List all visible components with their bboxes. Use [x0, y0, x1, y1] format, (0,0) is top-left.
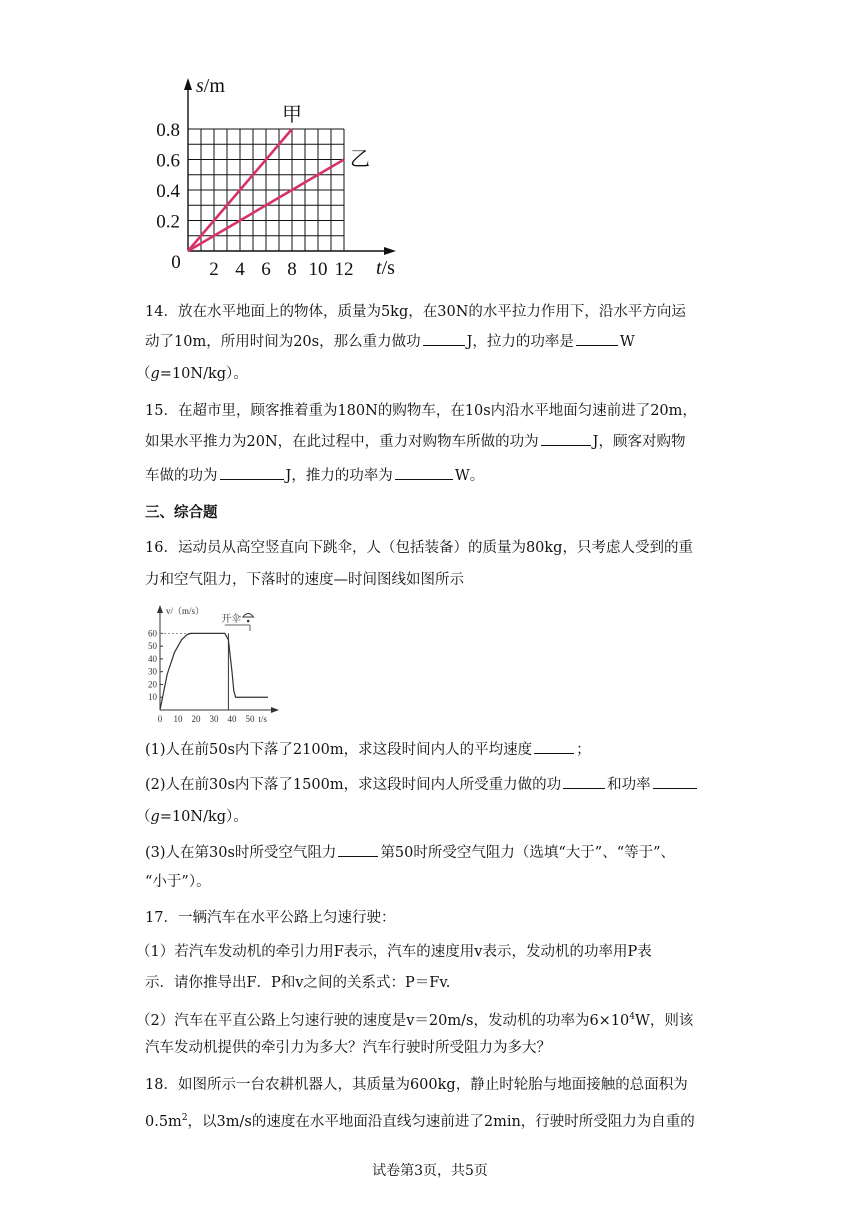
q14-text-c: W — [619, 334, 635, 350]
q16-blank-3[interactable] — [653, 774, 697, 789]
vt-x-tick-label: 10 — [173, 714, 183, 724]
x-tick-label: 2 — [209, 259, 219, 280]
q14-blank-1[interactable] — [423, 331, 465, 346]
vt-curve-line — [160, 633, 268, 710]
x-tick-label: 12 — [334, 259, 354, 280]
origin-label: 0 — [171, 252, 181, 273]
x-axis-variable: t — [376, 257, 382, 279]
vt-curve — [160, 633, 268, 710]
parachute-jumper-icon — [247, 620, 250, 623]
q16-part1-text: (1)人在前50s内下落了2100m，求这段时间内人的平均速度 — [145, 742, 533, 758]
q17-line4-text-a: （2）汽车在平直公路上匀速行驶的速度是v＝20m/s，发动机的功率为6×10 — [136, 1012, 630, 1029]
q15-line2 — [145, 431, 685, 452]
q14-line1: 14．放在水平地面上的物体，质量为5kg，在30N的水平拉力作用下，沿水平方向运 — [145, 304, 686, 320]
vt-y-axis-title: v/（m/s） — [166, 606, 205, 616]
x-tick-label: 6 — [261, 259, 271, 280]
q15-text-e: W。 — [454, 468, 485, 484]
x-tick-label: 4 — [235, 259, 245, 280]
q15-blank-2[interactable] — [220, 465, 284, 480]
q14-line2 — [145, 331, 635, 352]
y-tick-label: 0.2 — [156, 211, 180, 233]
q15-line1: 15．在超市里，顾客推着重为180N的购物车，在10s内沿水平地面匀速前进了20m， — [145, 403, 697, 419]
q18-exponent: 2 — [181, 1113, 188, 1123]
x-axis-unit: /s — [381, 257, 395, 279]
vt-graph — [140, 600, 290, 728]
q15-text-a: 如果水平推力为20N，在此过程中，重力对购物车所做的功为 — [145, 434, 539, 450]
page-footer: 试卷第3页，共5页 — [372, 1163, 488, 1179]
q14-text-b: J，拉力的功率是 — [466, 334, 574, 350]
q17-line4-text-b: W，则该 — [635, 1012, 694, 1029]
q16-part2-text-a: (2)人在前30s内下落了1500m，求这段时间内人所受重力做的功 — [145, 777, 562, 793]
series-label-yi: 乙 — [350, 148, 370, 171]
q15-line3 — [145, 465, 484, 486]
q17-line2: （1）若汽车发动机的牵引力用F表示，汽车的速度用v表示，发动机的功率用P表 — [136, 944, 652, 960]
vt-x-tick-label: 20 — [191, 714, 201, 724]
q16-part3-text-b: 第50时所受空气阻力（选填“大于”、“等于”、 — [380, 845, 676, 861]
st-grid — [188, 129, 344, 251]
q14-text-a: 动了10m，所用时间为20s，那么重力做功 — [145, 334, 421, 350]
y-tick-label: 0.6 — [156, 150, 180, 172]
y-tick-label: 0.4 — [156, 181, 180, 202]
q18-line2-text-b: ，以3m/s的速度在水平地面沿直线匀速前进了2min，行驶时所受阻力为自重的 — [187, 1113, 695, 1130]
vt-x-tick-label: 40 — [227, 714, 237, 724]
vt-y-tick-label: 20 — [148, 679, 157, 690]
y-axis-title — [196, 75, 225, 97]
x-tick-label: 8 — [287, 259, 297, 280]
q16-blank-2[interactable] — [563, 774, 605, 789]
q16-part3 — [145, 842, 675, 863]
vt-x-axis-title: t/s — [258, 714, 267, 724]
y-axis-unit: /m — [203, 75, 225, 97]
q15-blank-1[interactable] — [541, 431, 591, 446]
q18-line1: 18．如图所示一台农耕机器人，其质量为600kg，静止时轮胎与地面接触的总面积为 — [145, 1077, 688, 1093]
q16-part2-text-b: 和功率 — [607, 777, 651, 793]
x-axis-arrow — [384, 247, 396, 255]
q15-blank-3[interactable] — [395, 465, 453, 480]
x-axis-title — [376, 257, 395, 279]
q15-text-d: J，推力的功率为 — [285, 468, 393, 484]
q16-line1: 16．运动员从高空竖直向下跳伞，人（包括装备）的质量为80kg，只考虑人受到的重 — [145, 540, 693, 556]
vt-x-axis-arrow — [271, 707, 279, 713]
vt-y-tick-label: 30 — [148, 666, 157, 677]
vt-y-axis-arrow — [157, 605, 163, 613]
x-tick-label: 10 — [308, 259, 328, 280]
vt-x-tick-label: 30 — [209, 714, 219, 724]
q15-text-b: J，顾客对购物 — [592, 434, 686, 450]
vt-x-tick-label: 0 — [157, 714, 163, 724]
q14-blank-2[interactable] — [576, 331, 618, 346]
y-tick-label: 0.8 — [156, 120, 180, 141]
q16-line2: 力和空气阻力，下落时的速度—时间图线如图所示 — [145, 572, 464, 588]
q16-part1-end: ； — [576, 742, 591, 758]
y-axis-arrow — [184, 78, 192, 90]
q18-line2 — [145, 1108, 695, 1132]
parachute-icon — [243, 614, 254, 618]
section-heading: 三、综合题 — [145, 504, 218, 521]
vt-annotation-label: 开伞 — [221, 614, 242, 625]
q16-part2 — [145, 774, 699, 795]
q15-text-c: 车做的功为 — [145, 468, 218, 484]
q17-line4 — [136, 1007, 693, 1031]
q18-line2-text-a: 0.5m — [145, 1113, 182, 1130]
q16-part3-text-a: (3)人在第30s时所受空气阻力 — [145, 845, 337, 861]
q17-line3: 示．请你推导出F．P和v之间的关系式：P＝Fv. — [145, 975, 451, 991]
vt-x-tick-label: 50 — [245, 714, 255, 724]
vt-y-tick-label: 50 — [148, 641, 157, 652]
series-label-jia: 甲 — [282, 104, 302, 126]
q17-line5: 汽车发动机提供的牵引力为多大？汽车行驶时所受阻力为多大？ — [145, 1040, 551, 1056]
q17-line1: 17．一辆汽车在水平公路上匀速行驶： — [145, 910, 396, 926]
q16-part2-line2: （g=10N/kg）。 — [136, 809, 248, 825]
y-axis-variable: s — [196, 75, 204, 97]
vt-y-tick-label: 10 — [148, 692, 157, 703]
q16-part3-line2: “小于”）。 — [145, 874, 211, 890]
vt-y-tick-label: 60 — [148, 628, 157, 639]
vt-labels — [148, 606, 267, 724]
q16-blank-4[interactable] — [338, 842, 378, 857]
q14-line3: （g=10N/kg）。 — [136, 366, 248, 382]
q16-blank-1[interactable] — [534, 739, 574, 754]
q16-part1 — [145, 739, 591, 760]
q17-exponent: 4 — [629, 1012, 636, 1022]
vt-y-tick-label: 40 — [148, 653, 157, 664]
st-graph — [140, 70, 430, 285]
